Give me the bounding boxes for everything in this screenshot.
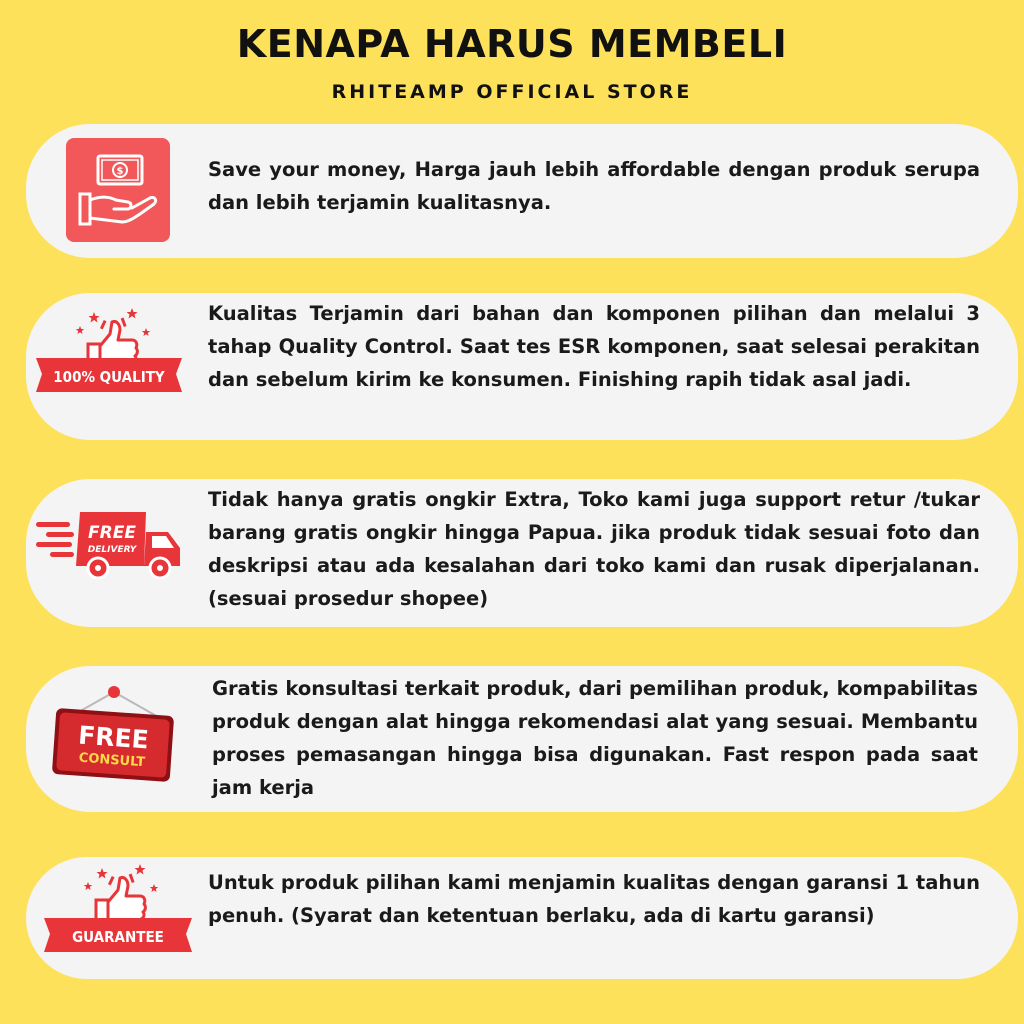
consult-badge-line1: FREE [77, 720, 150, 755]
quality-badge-label: 100% QUALITY [53, 368, 165, 386]
benefit-text-guarantee: Untuk produk pilihan kami menjamin kualitas dengan garansi 1 tahun penuh. (Syarat dan ketentuan berlaku, ada di kartu garansi) [208, 871, 980, 927]
page-title: KENAPA HARUS MEMBELI [236, 22, 788, 66]
thumbs-up-guarantee-icon [44, 862, 192, 962]
delivery-badge-line1: FREE [88, 523, 136, 543]
benefit-text-delivery: Tidak hanya gratis ongkir Extra, Toko kami juga support retur /tukar barang gratis ongkir hingga Papua. jika produk tidak sesuai foto dan deskripsi atau ada kesalahan dari toko kami dan rusak diperjalanan. (sesuai prosedur shopee) [208, 488, 980, 610]
consult-badge-line2: CONSULT [78, 750, 146, 771]
benefit-text-consult: Gratis konsultasi terkait produk, dari pemilihan produk, kompabilitas produk dengan alat hingga rekomendasi alat yang sesuai. Membantu proses pemasangan hingga bisa digunakan. Fast respon pada saat jam kerja [212, 677, 978, 799]
thumbs-up-quality-icon [36, 306, 182, 406]
delivery-truck-icon [36, 510, 184, 582]
benefit-text-price: Save your money, Harga jauh lebih affordable dengan produk serupa dan lebih terjamin kualitasnya. [208, 158, 980, 214]
guarantee-badge-label: GUARANTEE [72, 928, 164, 946]
hanging-sign-icon [48, 684, 178, 788]
delivery-badge-line2: DELIVERY [87, 545, 137, 555]
benefit-text-quality: Kualitas Terjamin dari bahan dan komponen pilihan dan melalui 3 tahap Quality Control. Saat tes ESR komponen, saat selesai perakitan dan sebelum kirim ke konsumen. Finishing rapih tidak asal jadi. [208, 302, 980, 391]
money-hand-icon [66, 138, 170, 242]
svg-text:$: $ [116, 166, 124, 177]
page-subtitle: RHITEAMP OFFICIAL STORE [331, 81, 693, 103]
